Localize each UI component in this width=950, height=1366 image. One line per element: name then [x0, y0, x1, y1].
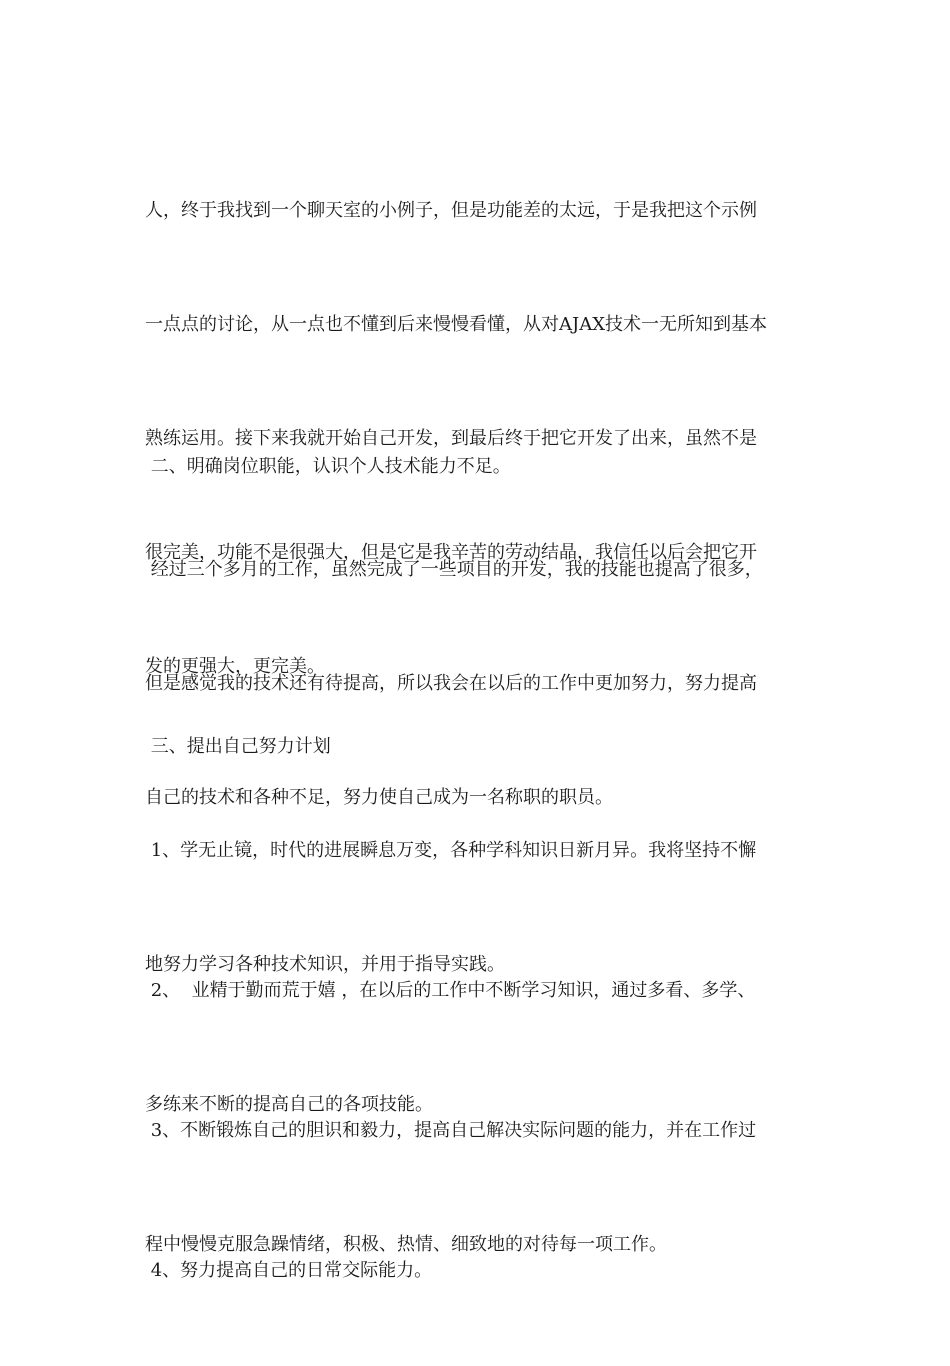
text-line: 3、不断锻炼自己的胆识和毅力，提高自己解决实际问题的能力，并在工作过	[145, 1120, 757, 1141]
text-line: 很完美，功能不是很强大，但是它是我辛苦的劳动结晶，我信任以后会把它开	[145, 542, 757, 563]
text-line: 1、学无止镜，时代的进展瞬息万变，各种学科知识日新月异。我将坚持不懈	[145, 840, 757, 861]
text-line: 一点点的讨论，从一点也不懂到后来慢慢看懂，从对AJAX技术一无所知到基本	[145, 314, 768, 335]
plan-item-4	[145, 1176, 810, 1366]
text-line: 多练来不断的提高自己的各项技能。	[145, 1094, 433, 1115]
text-line: 地努力学习各种技术知识，并用于指导实践。	[145, 954, 505, 975]
heading-line: 二、明确岗位职能，认识个人技术能力不足。	[145, 456, 511, 477]
text-line: 但是感觉我的技术还有待提高，所以我会在以后的工作中更加努力，努力提高	[145, 673, 757, 694]
text-line: 4、努力提高自己的日常交际能力。	[145, 1260, 433, 1281]
text-line: 经过三个多月的工作，虽然完成了一些项目的开发，我的技能也提高了很多，	[145, 559, 763, 580]
text-line: 2、 业精于勤而荒于嬉 ，在以后的工作中不断学习知识，通过多看、多学、	[145, 980, 756, 1001]
heading-line: 三、提出自己努力计划	[145, 736, 331, 757]
text-line: 人，终于我找到一个聊天室的小例子，但是功能差的太远，于是我把这个示例	[145, 200, 757, 221]
text-line: 发的更强大，更完美。	[145, 656, 325, 677]
text-line: 熟练运用。接下来我就开始自己开发，到最后终于把它开发了出来，虽然不是	[145, 428, 757, 449]
text-line: 程中慢慢克服急躁情绪，积极、热情、细致地的对待每一项工作。	[145, 1234, 667, 1255]
text-line: 自己的技术和各种不足，努力使自己成为一名称职的职员。	[145, 787, 613, 808]
